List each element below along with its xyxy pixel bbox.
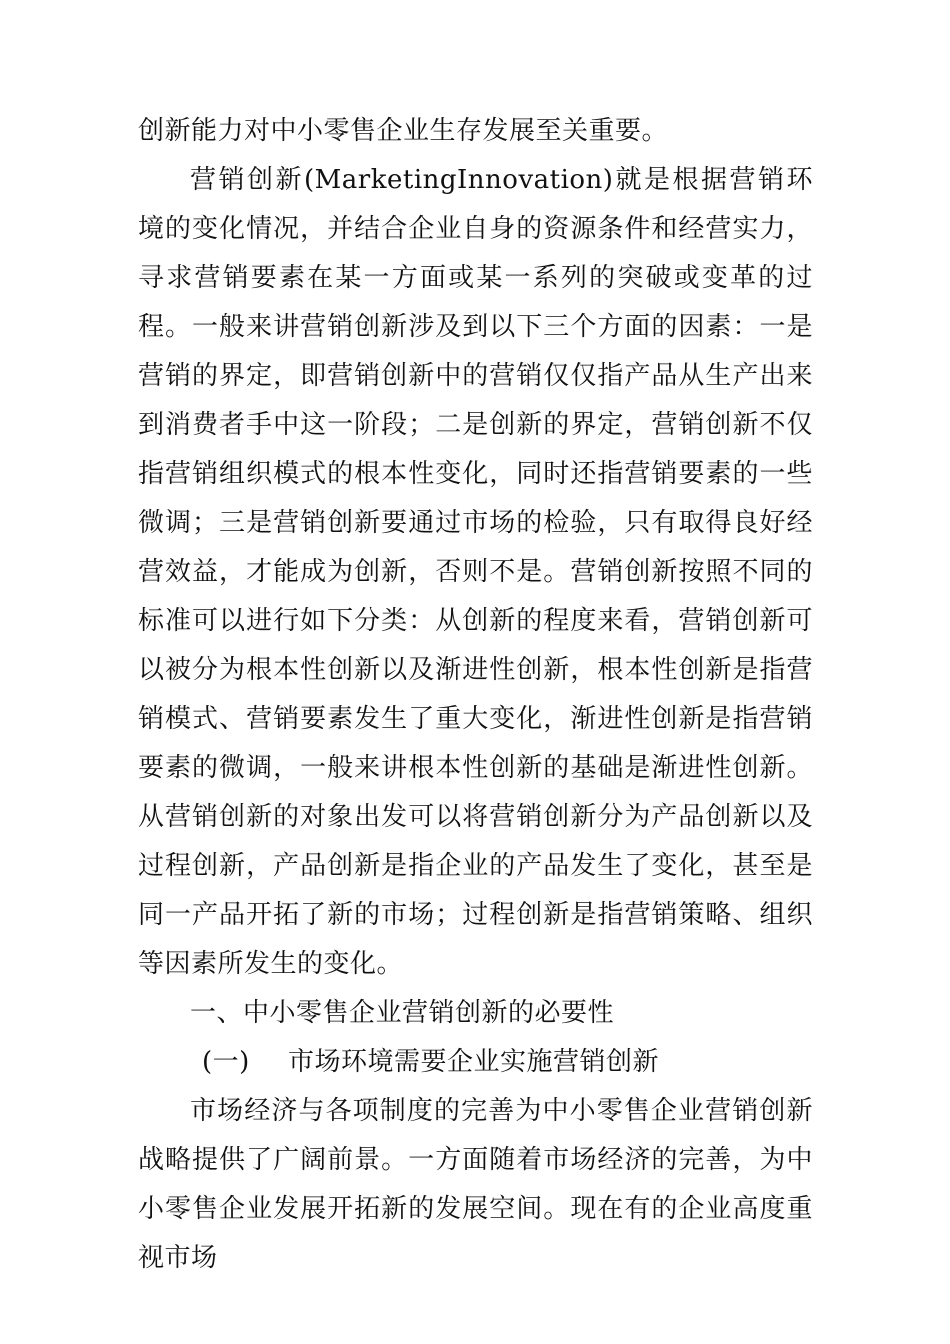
paragraph-continuation: 创新能力对中小零售企业生存发展至关重要。 [138,116,669,146]
subsection-title: 市场环境需要企业实施营销创新 [288,1047,660,1077]
paragraph-marketing-innovation: 营销创新(MarketingInnovation)就是根据营销环境的变化情况，并结合企业自身的资源条件和经营实力，寻求营销要素在某一方面或某一系列的突破或变革的过程。一般来讲营销创新涉及到以下三个方面的因素：一是营销的界定，即营销创新中的营销仅仅指产品从生产出来到消费者手中这一阶段；二是创新的界定，营销创新不仅指营销组织模式的根本性变化，同时还指营销要素的一些微调；三是营销创新要通过市场的检验，只有取得良好经营效益，才能成为创新，否则不是。营销创新按照不同的标准可以进行如下分类：从创新的程度来看，营销创新可以被分为根本性创新以及渐进性创新，根本性创新是指营销模式、营销要素发生了重大变化，渐进性创新是指营销要素的微调，一般来讲根本性创新的基础是渐进性创新。从营销创新的对象出发可以将营销创新分为产品创新以及过程创新，产品创新是指企业的产品发生了变化，甚至是同一产品开拓了新的市场；过程创新是指营销策略、组织等因素所发生的变化。 [138,165,813,979]
subsection-number: (一) [202,1047,250,1077]
section-heading: 一、中小零售企业营销创新的必要性 [190,998,615,1028]
subsection-heading [138,1038,813,1087]
body-text [138,107,813,1283]
paragraph-market-environment: 市场经济与各项制度的完善为中小零售企业营销创新战略提供了广阔前景。一方面随着市场经济的完善，为中小零售企业发展开拓新的发展空间。现在有的企业高度重视市场 [138,1096,813,1273]
